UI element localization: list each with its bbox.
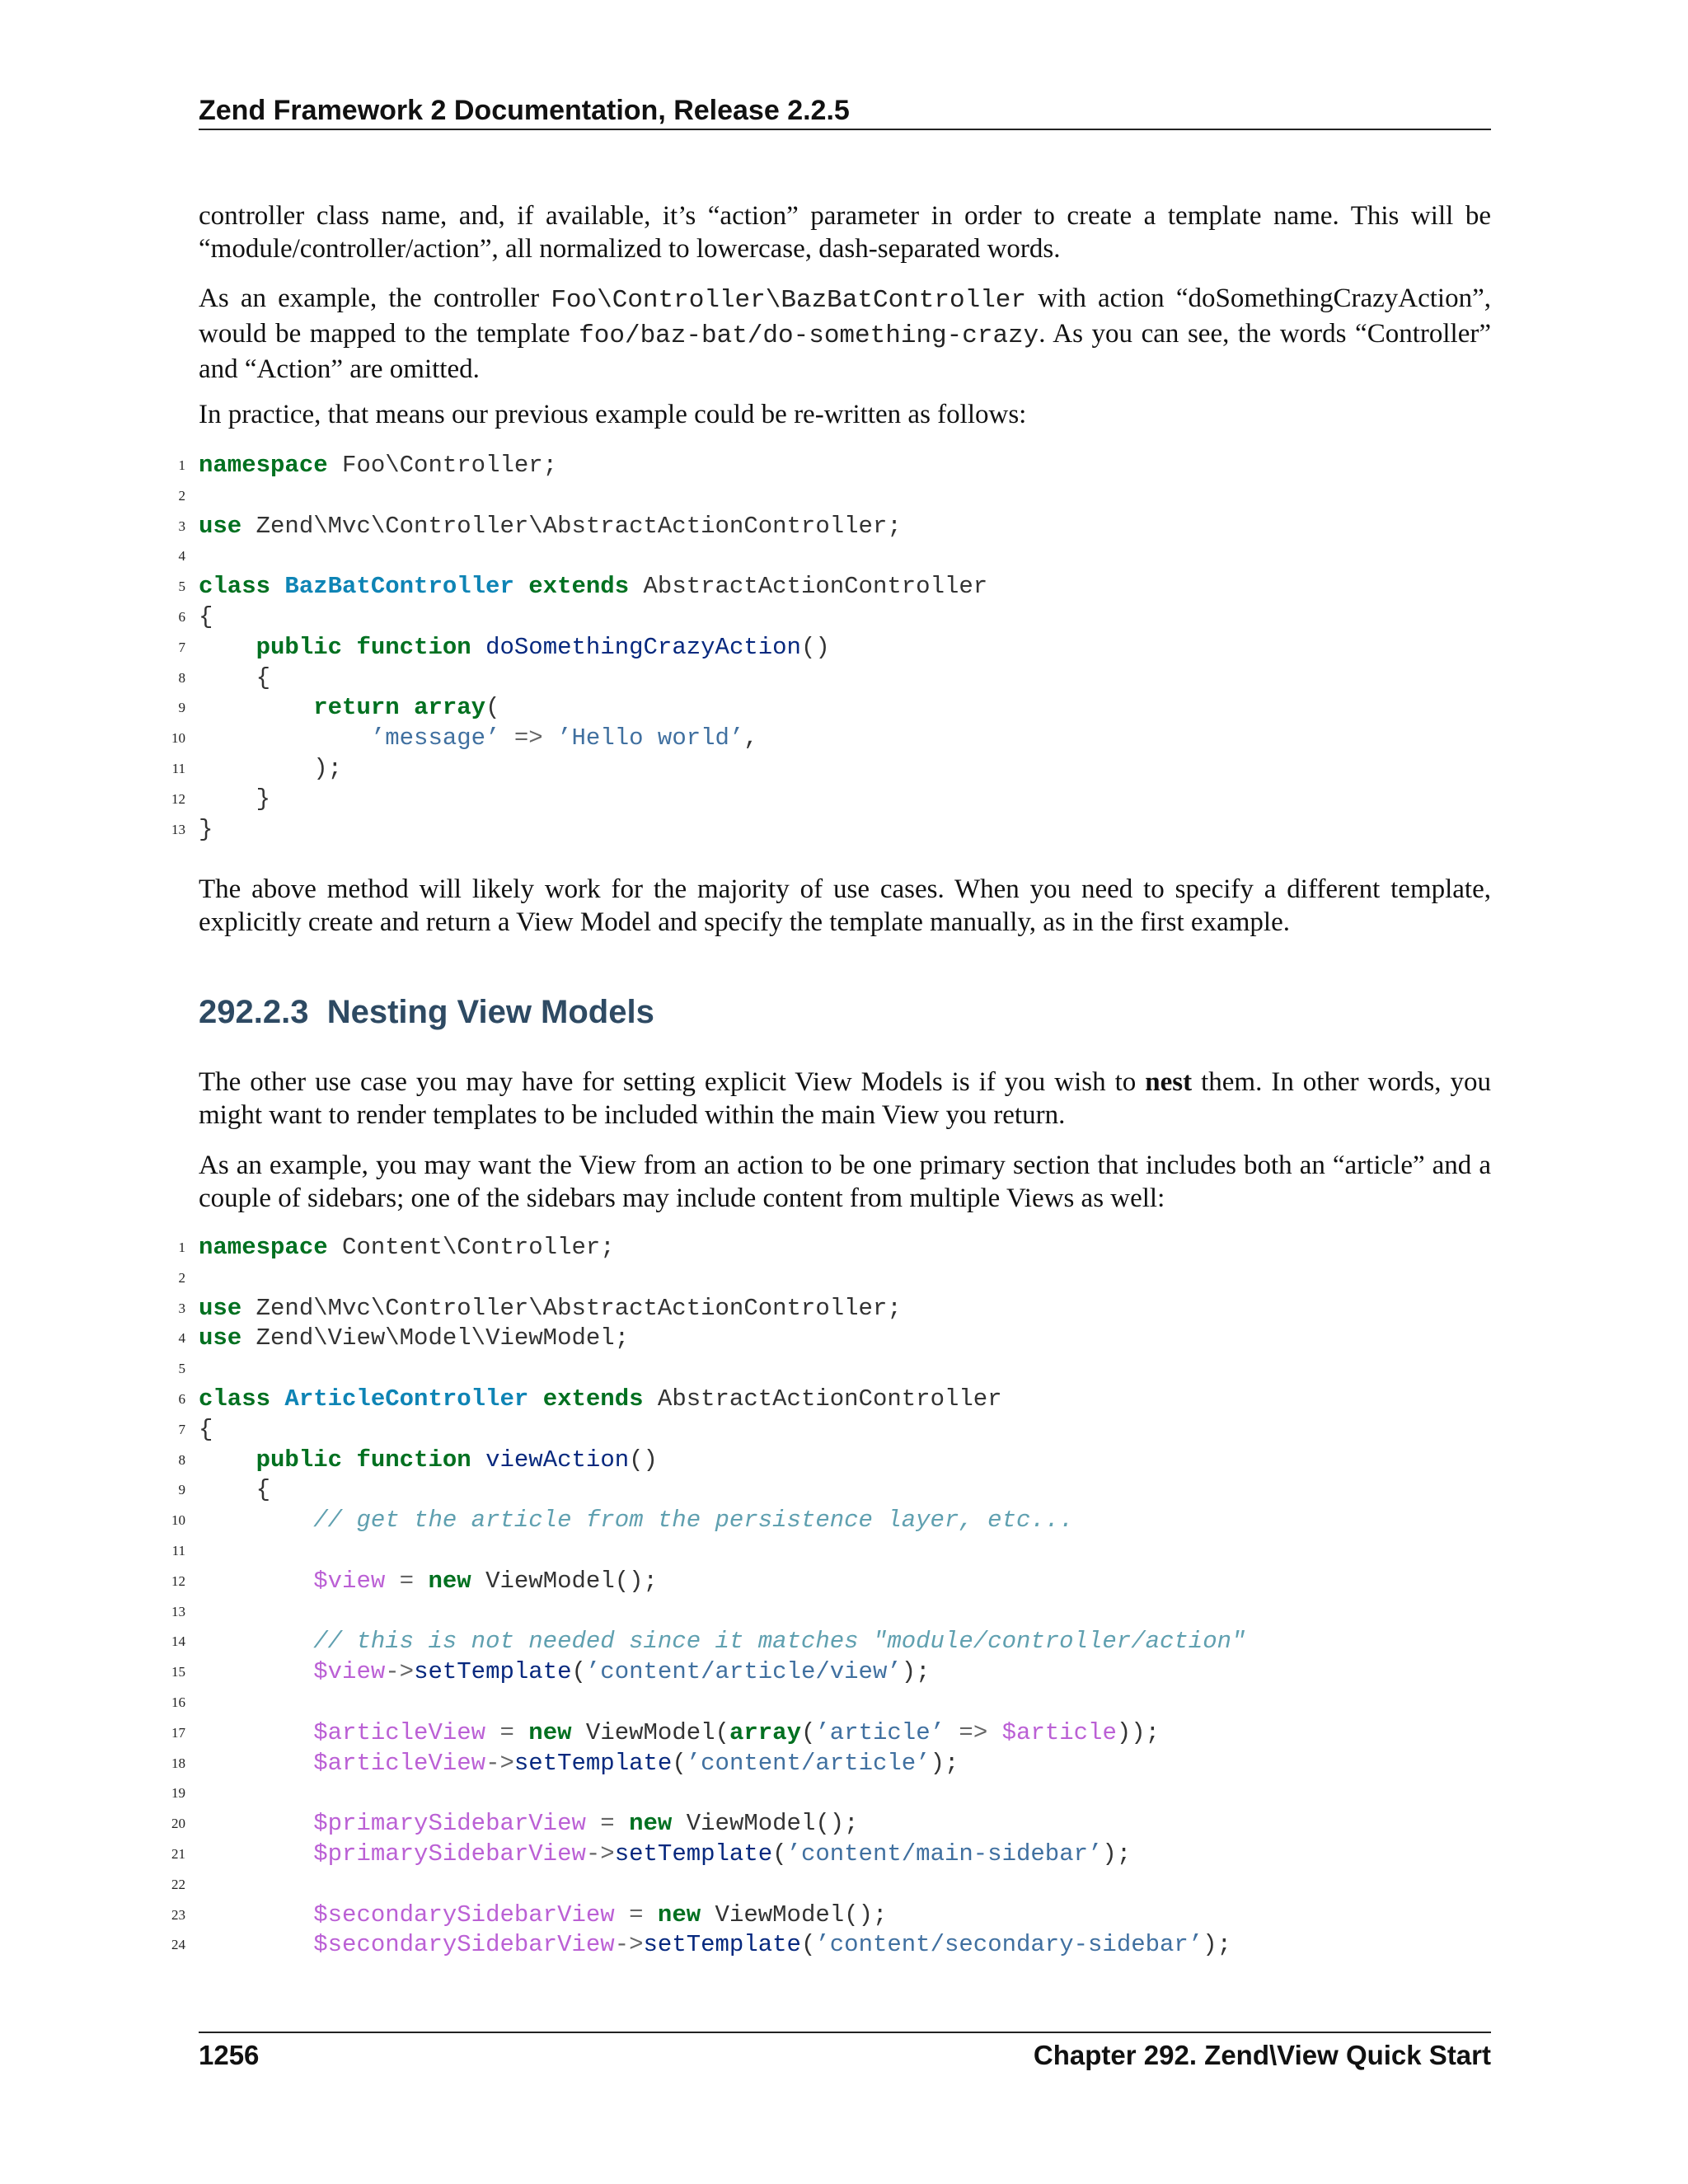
code-token: ViewModel(); [471, 1567, 658, 1595]
code-token: ’article’ [815, 1718, 945, 1746]
code-token: BazBatController [284, 573, 514, 601]
code-line [124, 1718, 1491, 1749]
code-token: => [959, 1718, 988, 1746]
code-line [124, 1263, 1491, 1294]
code-token: = [629, 1900, 644, 1929]
code-text [199, 1233, 615, 1263]
code-token: class [199, 1385, 271, 1413]
code-token: ); [1102, 1840, 1132, 1868]
code-line [124, 1233, 1491, 1263]
code-token: ( [485, 694, 500, 722]
code-token: viewAction [485, 1446, 630, 1474]
code-token: Zend\Mvc\Controller\AbstractActionController; [241, 1294, 902, 1322]
code-token: ); [1203, 1931, 1232, 1959]
code-line [124, 451, 1491, 481]
code-line [124, 1475, 1491, 1506]
code-line [124, 1809, 1491, 1840]
code-token: setTemplate [513, 1749, 673, 1777]
code-token [342, 634, 356, 661]
line-number: 15 [171, 1664, 185, 1680]
code-token: AbstractActionController [629, 573, 988, 601]
code-token [471, 1446, 485, 1474]
code-token: public [256, 633, 343, 661]
line-number: 13 [171, 1603, 185, 1619]
code-token [471, 634, 485, 661]
line-number: 2 [178, 1269, 185, 1286]
code-token [270, 573, 284, 600]
code-token: use [199, 1324, 242, 1352]
code-text [199, 1900, 887, 1931]
code-text [199, 663, 270, 694]
code-token [199, 1507, 313, 1534]
code-token [199, 694, 313, 721]
code-block-bazbat [124, 451, 1491, 845]
code-token: setTemplate [414, 1658, 572, 1686]
code-token: new [528, 1718, 572, 1746]
paragraph-above-method: The above method will likely work for the majority of use cases. When you need to specify a different template, explicitly create and return a View Model and specify the template manually, as in the first example. [199, 874, 1491, 937]
code-token: ’content/article’ [686, 1749, 931, 1777]
code-token: array [729, 1718, 801, 1746]
code-token: ’content/secondary-sidebar’ [815, 1931, 1203, 1959]
code-text [199, 572, 987, 602]
header-title: Zend Framework 2 Documentation, Release 2.2.5 [199, 95, 850, 126]
code-token [385, 1568, 399, 1595]
code-token [199, 1931, 313, 1958]
code-token [615, 1810, 629, 1837]
code-token [199, 724, 371, 752]
code-token [514, 573, 528, 600]
code-token [199, 1750, 313, 1777]
code-token: $articleView [313, 1749, 486, 1777]
code-line [124, 1657, 1491, 1688]
line-number: 11 [171, 1542, 185, 1558]
code-token: new [657, 1900, 701, 1929]
code-token [199, 1719, 313, 1746]
code-token: new [428, 1567, 471, 1595]
paragraph-practice: In practice, that means our previous example could be re-written as follows: [199, 400, 1027, 429]
code-token [199, 1658, 313, 1685]
code-token: { [199, 602, 213, 630]
code-text [199, 1385, 1002, 1415]
code-line [124, 1749, 1491, 1779]
line-number: 9 [178, 1482, 185, 1498]
code-token [414, 1568, 428, 1595]
section-number: 292.2.3 [199, 994, 309, 1030]
code-line [124, 815, 1491, 846]
running-footer [199, 2032, 1491, 2076]
code-text [199, 1809, 859, 1840]
code-line [124, 1688, 1491, 1718]
line-number: 1 [178, 1240, 185, 1255]
code-line [124, 1294, 1491, 1324]
code-token: -> [385, 1658, 415, 1686]
code-text [199, 451, 557, 481]
line-number: 16 [171, 1694, 185, 1710]
code-token: ViewModel( [571, 1718, 729, 1746]
paragraph-text: The other use case you may have for setting explicit View Models is if you wish to [199, 1067, 1146, 1097]
code-text [199, 1930, 1231, 1961]
code-line [124, 1354, 1491, 1385]
code-token: ’Hello world’ [557, 724, 744, 752]
line-number: 19 [171, 1785, 185, 1802]
line-number: 5 [178, 1361, 185, 1377]
code-token: $primarySidebarView [313, 1840, 586, 1868]
code-line [124, 1446, 1491, 1476]
line-number: 7 [178, 1421, 185, 1437]
code-text [199, 1718, 1160, 1749]
code-token: ( [800, 1718, 816, 1746]
code-token: ( [772, 1840, 787, 1868]
code-token: , [743, 724, 758, 752]
line-number: 22 [171, 1876, 185, 1892]
code-text [199, 1415, 213, 1446]
code-token: Zend\View\Model\ViewModel; [241, 1324, 630, 1352]
section-title-text: Nesting View Models [326, 994, 654, 1030]
code-token: -> [485, 1749, 514, 1777]
code-token: setTemplate [614, 1840, 773, 1868]
code-token: new [629, 1810, 673, 1838]
code-token: = [399, 1567, 415, 1595]
code-token [199, 634, 256, 661]
code-token: { [199, 663, 271, 691]
code-line [124, 1506, 1491, 1536]
code-token: extends [542, 1385, 644, 1413]
code-token: => [513, 724, 543, 752]
code-token [485, 1719, 499, 1746]
code-block-article [124, 1233, 1491, 1961]
code-token: $secondarySidebarView [313, 1900, 615, 1929]
code-line [124, 512, 1491, 542]
code-token: namespace [199, 1234, 328, 1261]
code-line [124, 1840, 1491, 1870]
code-token: { [199, 1476, 271, 1504]
line-number: 14 [171, 1633, 185, 1650]
inline-code-controller: Foo\Controller\BazBatController [551, 286, 1027, 315]
code-token: ); [199, 754, 343, 782]
code-token: ’content/main-sidebar’ [786, 1840, 1103, 1868]
section-heading [199, 991, 654, 1033]
code-token: () [800, 633, 830, 661]
bold-term: nest [1145, 1067, 1193, 1097]
code-line [124, 693, 1491, 724]
code-token: public [256, 1446, 343, 1474]
code-token: Content\Controller; [327, 1234, 615, 1261]
code-token [543, 724, 557, 752]
code-token [199, 1901, 313, 1929]
code-text [199, 815, 213, 846]
code-line [124, 1597, 1491, 1628]
code-line [124, 633, 1491, 663]
code-token: Foo\Controller; [327, 452, 558, 479]
code-token: array [414, 694, 486, 722]
code-token: ); [930, 1749, 959, 1777]
code-token: ( [800, 1931, 816, 1959]
line-number: 5 [178, 579, 185, 595]
code-token: $view [313, 1658, 386, 1686]
code-line [124, 572, 1491, 602]
line-number: 11 [171, 760, 185, 776]
code-token: // this is not needed since it matches "module/controller/action" [313, 1628, 1246, 1656]
code-line [124, 541, 1491, 572]
line-number: 13 [171, 821, 185, 837]
line-number: 8 [178, 1451, 185, 1468]
line-number: 3 [178, 1300, 185, 1316]
code-line [124, 481, 1491, 512]
code-token: { [199, 1415, 213, 1443]
code-token [199, 1810, 313, 1837]
code-line [124, 1900, 1491, 1931]
code-text [199, 633, 830, 663]
code-line [124, 1779, 1491, 1809]
code-line [124, 1870, 1491, 1900]
line-number: 4 [178, 1330, 185, 1347]
paragraph-text: As an example, the controller [199, 284, 551, 313]
code-text [199, 724, 758, 754]
code-token [342, 1446, 356, 1474]
code-line [124, 663, 1491, 694]
code-line [124, 1536, 1491, 1567]
line-number: 21 [171, 1845, 185, 1862]
code-token: -> [585, 1840, 615, 1868]
line-number: 12 [171, 1572, 185, 1589]
code-token: ’content/article/view’ [585, 1658, 902, 1686]
code-token: $article [1001, 1718, 1117, 1746]
code-line [124, 1567, 1491, 1597]
line-number: 12 [171, 790, 185, 807]
line-number: 18 [171, 1755, 185, 1771]
code-text [199, 1324, 629, 1354]
code-text [199, 1657, 931, 1688]
code-text [199, 754, 342, 785]
code-token [199, 1446, 256, 1474]
code-token [514, 1719, 528, 1746]
code-line [124, 602, 1491, 633]
chapter-title: Chapter 292. Zend\View Quick Start [1033, 2040, 1491, 2070]
code-token: // get the article from the persistence layer, etc... [313, 1507, 1074, 1535]
code-token: return [313, 694, 400, 722]
code-token [199, 1568, 313, 1595]
code-line [124, 754, 1491, 785]
line-number: 1 [178, 457, 185, 473]
code-text [199, 512, 902, 542]
code-token [945, 1719, 959, 1746]
line-number: 2 [178, 487, 185, 504]
line-number: 4 [178, 548, 185, 565]
code-token [499, 724, 513, 752]
running-header [199, 92, 1491, 130]
code-token: ViewModel(); [701, 1900, 888, 1929]
code-token [400, 694, 414, 721]
code-text [199, 602, 213, 633]
line-number: 6 [178, 1390, 185, 1407]
code-token: namespace [199, 452, 328, 479]
code-token: ’message’ [370, 724, 500, 752]
paragraph-text: . As you can see, the words “Controller” and “Action” are omitted. [199, 319, 1491, 384]
code-token: ArticleController [284, 1385, 529, 1413]
code-line [124, 1930, 1491, 1961]
code-token: = [600, 1810, 615, 1838]
code-line [124, 785, 1491, 815]
line-number: 3 [178, 518, 185, 534]
code-text [199, 1475, 270, 1506]
code-token [528, 1385, 542, 1413]
line-number: 8 [178, 669, 185, 686]
code-token: $secondarySidebarView [313, 1931, 615, 1959]
paragraph-nesting [199, 1066, 1491, 1132]
code-line [124, 1627, 1491, 1657]
paragraph-text: with action “doSomethingCrazyAction”, would be mapped to the template [199, 284, 1491, 349]
line-number: 7 [178, 639, 185, 655]
code-text [199, 1627, 1245, 1657]
code-text [199, 1294, 902, 1324]
code-token: $primarySidebarView [313, 1810, 586, 1838]
code-token: function [356, 1446, 471, 1474]
code-text [199, 693, 499, 724]
code-token [199, 1628, 313, 1655]
code-token: doSomethingCrazyAction [485, 633, 801, 661]
code-token: () [629, 1446, 658, 1474]
code-line [124, 1324, 1491, 1354]
code-text [199, 1749, 959, 1779]
code-token: ( [672, 1749, 687, 1777]
code-token: extends [528, 573, 630, 601]
code-text [199, 785, 270, 815]
code-line [124, 1385, 1491, 1415]
code-token: ( [571, 1658, 586, 1686]
code-token [615, 1901, 629, 1929]
code-token: $articleView [313, 1718, 486, 1746]
code-token: ViewModel(); [672, 1810, 859, 1838]
code-token: ); [901, 1658, 931, 1686]
code-line [124, 724, 1491, 754]
line-number: 20 [171, 1816, 185, 1832]
line-number: 10 [171, 1512, 185, 1529]
code-text [199, 1446, 658, 1476]
code-token: function [356, 633, 471, 661]
code-token: Zend\Mvc\Controller\AbstractActionController; [241, 512, 902, 540]
code-token: = [499, 1718, 514, 1746]
code-token: -> [614, 1931, 644, 1959]
code-token: } [199, 785, 271, 813]
paragraph-text: them. In other words, you might want to render templates to be included within the main View you return. [199, 1067, 1491, 1130]
code-token: setTemplate [643, 1931, 801, 1959]
code-token [199, 1840, 313, 1868]
inline-code-template: foo/baz-bat/do-something-crazy [579, 321, 1039, 350]
code-token: use [199, 1294, 242, 1322]
code-token: } [199, 815, 213, 843]
code-token [586, 1810, 600, 1837]
code-token: class [199, 573, 271, 601]
code-line [124, 1415, 1491, 1446]
code-token [987, 1719, 1001, 1746]
code-text [199, 1567, 658, 1597]
line-number: 10 [171, 730, 185, 747]
code-token: use [199, 512, 242, 540]
paragraph-article-example: As an example, you may want the View from an action to be one primary section that includes both an “article” and a couple of sidebars; one of the sidebars may include content from multiple Views as well: [199, 1151, 1491, 1213]
code-token [270, 1385, 284, 1413]
line-number: 24 [171, 1937, 185, 1953]
code-token: )); [1116, 1718, 1160, 1746]
line-number: 23 [171, 1906, 185, 1923]
page-number: 1256 [199, 2040, 260, 2070]
line-number: 17 [171, 1724, 185, 1741]
paragraph-mapping-example [199, 282, 1491, 386]
code-text [199, 1506, 1074, 1536]
paragraph-template-naming: controller class name, and, if available, it’s “action” parameter in order to create a template name. This will be “module/controller/action”, all normalized to lowercase, dash-separated words. [199, 201, 1491, 264]
code-token [644, 1901, 658, 1929]
line-number: 6 [178, 608, 185, 625]
code-token: $view [313, 1567, 386, 1595]
line-number: 9 [178, 700, 185, 716]
code-text [199, 1840, 1131, 1870]
code-token: AbstractActionController [643, 1385, 1002, 1413]
